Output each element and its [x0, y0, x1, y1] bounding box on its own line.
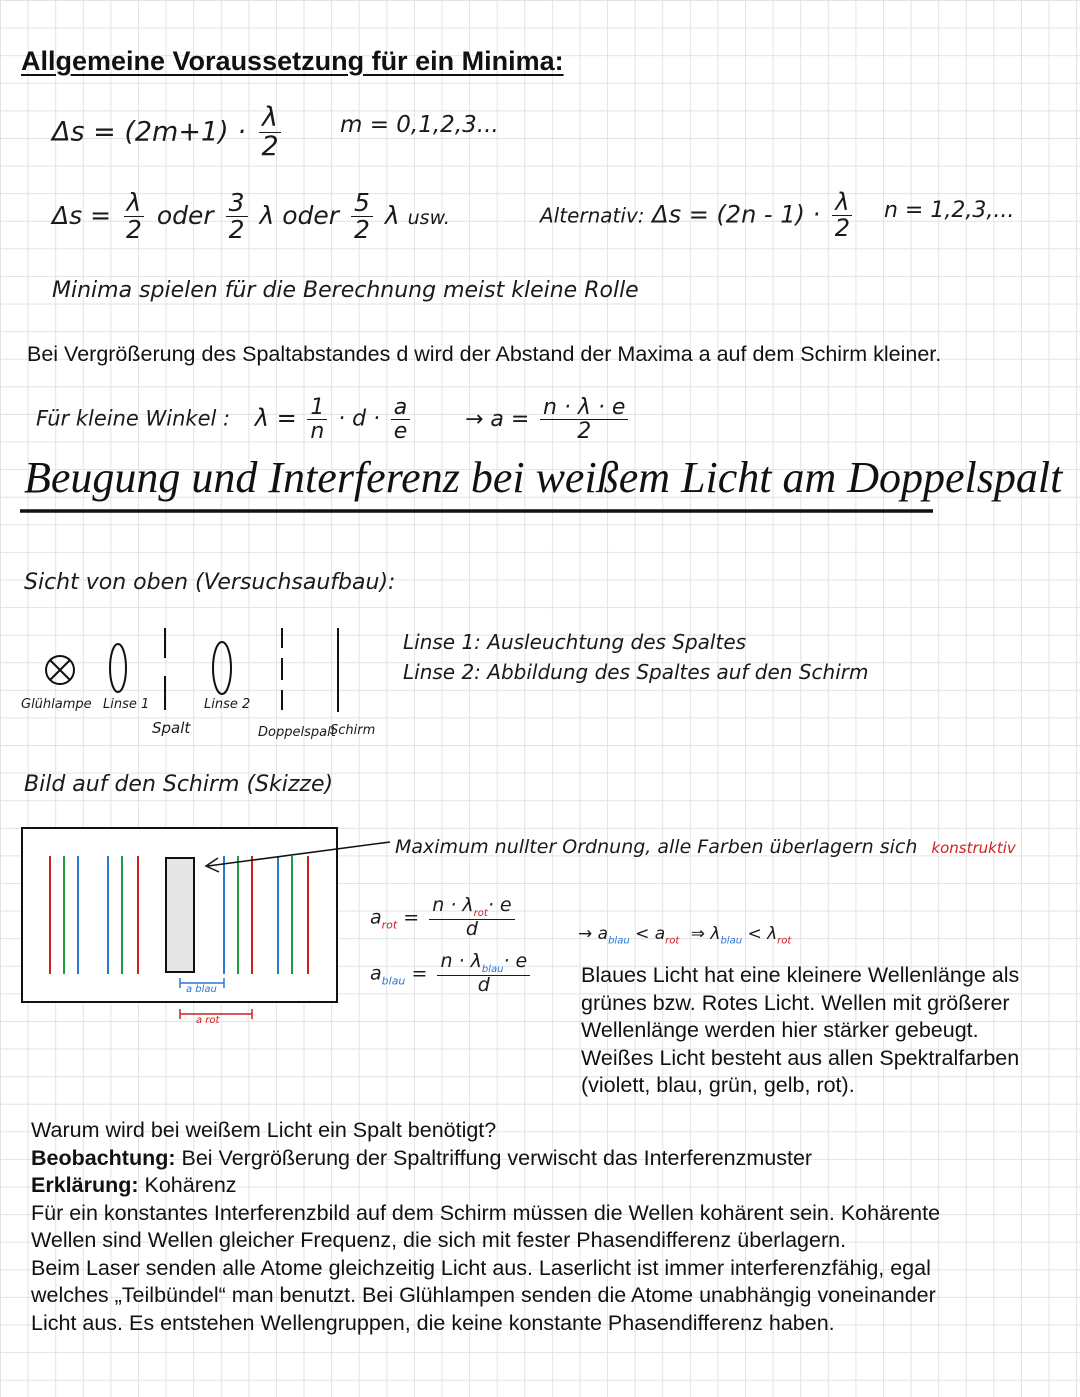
formula2-alt-range: n = 1,2,3,... [884, 198, 1015, 223]
paragraph-colors-line-2: grünes bzw. Rotes Licht. Wellen mit größerer [581, 990, 1010, 1015]
formula1-fraction [258, 104, 281, 162]
section-title-script: Beugung und Interferenz bei weißem Licht am Doppelspalt [24, 453, 1063, 502]
formula-minima-examples [52, 190, 450, 244]
lamp-icon [46, 656, 74, 684]
sentence-slit-spacing: Bei Vergrößerung des Spaltabstandes d wird der Abstand der Maxima a auf dem Schirm kleiner. [27, 342, 942, 366]
formula1-lhs: Δs = (2m+1) · [52, 116, 246, 148]
formula2-t2-num: 3 [226, 190, 248, 217]
small-angle-formula [36, 396, 632, 443]
coherence-line-2: Wellen sind Wellen gleicher Frequenz, die sich mit fester Phasendifferenz überlagern. [31, 1228, 847, 1252]
explanation-text: Kohärenz [138, 1173, 237, 1197]
label-screen: Schirm [330, 723, 376, 738]
formula2-t2-sym: λ [259, 200, 275, 230]
arot-num: $n \cdot \lambda_{rot}\cdot e$ [429, 896, 514, 920]
small-angle-label: Für kleine Winkel : [36, 406, 231, 431]
central-maximum [166, 858, 194, 972]
small-angle-frac3 [540, 396, 628, 443]
explanation-label: Erklärung: [31, 1173, 139, 1197]
paragraph-colors-line-5: (violett, blau, grün, gelb, rot). [581, 1073, 855, 1097]
arot-fraction [429, 896, 514, 940]
small-angle-frac1 [307, 396, 327, 443]
formula2-term2 [226, 190, 248, 244]
callout-text: Maximum nullter Ordnung, alle Farben überlagern sich [395, 836, 918, 858]
label-lamp: Glühlampe [21, 697, 92, 712]
paragraph-colors [581, 962, 1019, 1100]
observation-label: Beobachtung: [31, 1145, 176, 1170]
formula-minima-alternative [540, 190, 857, 241]
title-underline [18, 505, 938, 517]
formula2-term3 [351, 190, 373, 244]
small-angle-f2-den: e [393, 419, 408, 445]
paragraph-colors-line-1: Blaues Licht hat eine kleinere Wellenlänge als [581, 963, 1020, 987]
setup-note-lens1: Linse 1: Ausleuchtung des Spaltes [403, 630, 747, 654]
formula2-alt-lhs: Δs = (2n - 1) · [652, 200, 821, 229]
formula1-den: 2 [261, 131, 279, 163]
formula1-num: λ [259, 104, 281, 133]
formula2-t1-den: 2 [125, 215, 142, 245]
formula-minima-general [52, 104, 286, 162]
small-angle-dot-d: · d · [338, 406, 381, 432]
coherence-line-4: welches „Teilbündel“ man benutzt. Bei Glühlampen senden die Atome unabhängig voneinander [31, 1283, 936, 1307]
ablau-lhs-sub: blau [381, 974, 406, 988]
formula2-alt-fraction [832, 190, 853, 241]
formula2-or1: oder [156, 200, 214, 230]
formula1-range: m = 0,1,2,3... [340, 112, 499, 138]
formula2-term1 [123, 190, 145, 244]
arot-lhs-sub: rot [381, 918, 398, 932]
label-slit: Spalt [152, 719, 191, 737]
ablau-den: d [477, 974, 490, 997]
observation-line [31, 1145, 940, 1173]
formula2-alt-label: Alternativ: [540, 203, 645, 228]
callout-arrow [200, 836, 400, 876]
setup-label: Sicht von oben (Versuchsaufbau): [24, 570, 396, 595]
lens1-shape [110, 644, 126, 692]
small-angle-frac2 [391, 396, 411, 443]
lens2-shape [213, 642, 231, 694]
small-angle-arrow: → a = [464, 406, 530, 432]
label-a-blau: a blau [186, 984, 217, 995]
ablau-lhs: a [370, 962, 382, 985]
formula2-t3-num: 5 [351, 190, 373, 217]
note-minima: Minima spielen für die Berechnung meist kleine Rolle [52, 278, 639, 303]
bottom-block [31, 1117, 940, 1337]
callout-zero-order [395, 836, 1016, 858]
small-angle-f1-den: n [310, 419, 325, 445]
formula-a-rot: $a_{rot}$ = $\frac{n \cdot \lambda_{rot}\cdot e}{d}$ [370, 896, 519, 940]
formula-a-blau: $a_{blau}$ = $\frac{n \cdot \lambda_{blau}\cdot e}{d}$ [370, 952, 534, 996]
formula2-etc: usw. [407, 206, 450, 229]
small-angle-f3-num: n · λ · e [540, 396, 628, 420]
formula2-t3-sym: λ [384, 200, 400, 230]
formula2-lhs: Δs = [52, 200, 112, 230]
paragraph-colors-line-4: Weißes Licht besteht aus allen Spektralfarben [581, 1045, 1020, 1070]
screen-image-label: Bild auf den Schirm (Skizze) [24, 772, 334, 797]
formula2-t3-den: 2 [354, 215, 370, 245]
observation-text: Bei Vergrößerung der Spaltriffung verwischt das Interferenzmuster [175, 1145, 813, 1170]
coherence-line-5: Licht aus. Es entstehen Wellengruppen, die keine konstante Phasendifferenz haben. [31, 1310, 835, 1335]
small-angle-f3-den: 2 [577, 419, 592, 445]
small-angle-lhs: λ = [254, 403, 297, 432]
formula2-or2: oder [282, 200, 340, 230]
label-lens1: Linse 1 [103, 697, 150, 712]
formula2-alt-num: λ [832, 190, 852, 216]
coherence-line-3: Beim Laser senden alle Atome gleichzeitig Licht aus. Laserlicht ist immer interferenzfähig, egal [31, 1255, 931, 1280]
setup-note-lens2: Linse 2: Abbildung des Spaltes auf den Schirm [403, 660, 869, 684]
arot-lhs: a [370, 906, 382, 929]
small-angle-f1-num: 1 [307, 396, 327, 420]
page-heading: Allgemeine Voraussetzung für ein Minima: [21, 46, 564, 76]
ablau-fraction [437, 952, 530, 996]
paragraph-colors-line-3: Wellenlänge werden hier stärker gebeugt. [581, 1018, 979, 1042]
formula2-t2-den: 2 [228, 215, 245, 245]
callout-arrow-line [208, 842, 390, 866]
comparison-formula: → $a_{blau} < a_{rot}$ ⇒ $\lambda_{blau} < \lambda_{rot}$ [578, 924, 792, 947]
formula2-t1-num: λ [124, 190, 145, 217]
label-double-slit: Doppelspalt [258, 725, 336, 740]
small-angle-f2-num: a [391, 396, 410, 420]
question-line: Warum wird bei weißem Licht ein Spalt benötigt? [31, 1118, 497, 1142]
label-lens2: Linse 2 [204, 697, 251, 712]
formula2-alt-den: 2 [834, 214, 851, 243]
coherence-line-1: Für ein konstantes Interferenzbild auf dem Schirm müssen die Wellen kohärent sein. Kohärente [31, 1200, 941, 1225]
arot-den: d [465, 918, 478, 941]
label-a-rot: a rot [196, 1015, 220, 1026]
callout-tag: konstruktiv [931, 839, 1016, 857]
ablau-num: $n \cdot \lambda_{blau}\cdot e$ [437, 952, 530, 976]
explanation-line [31, 1172, 940, 1200]
